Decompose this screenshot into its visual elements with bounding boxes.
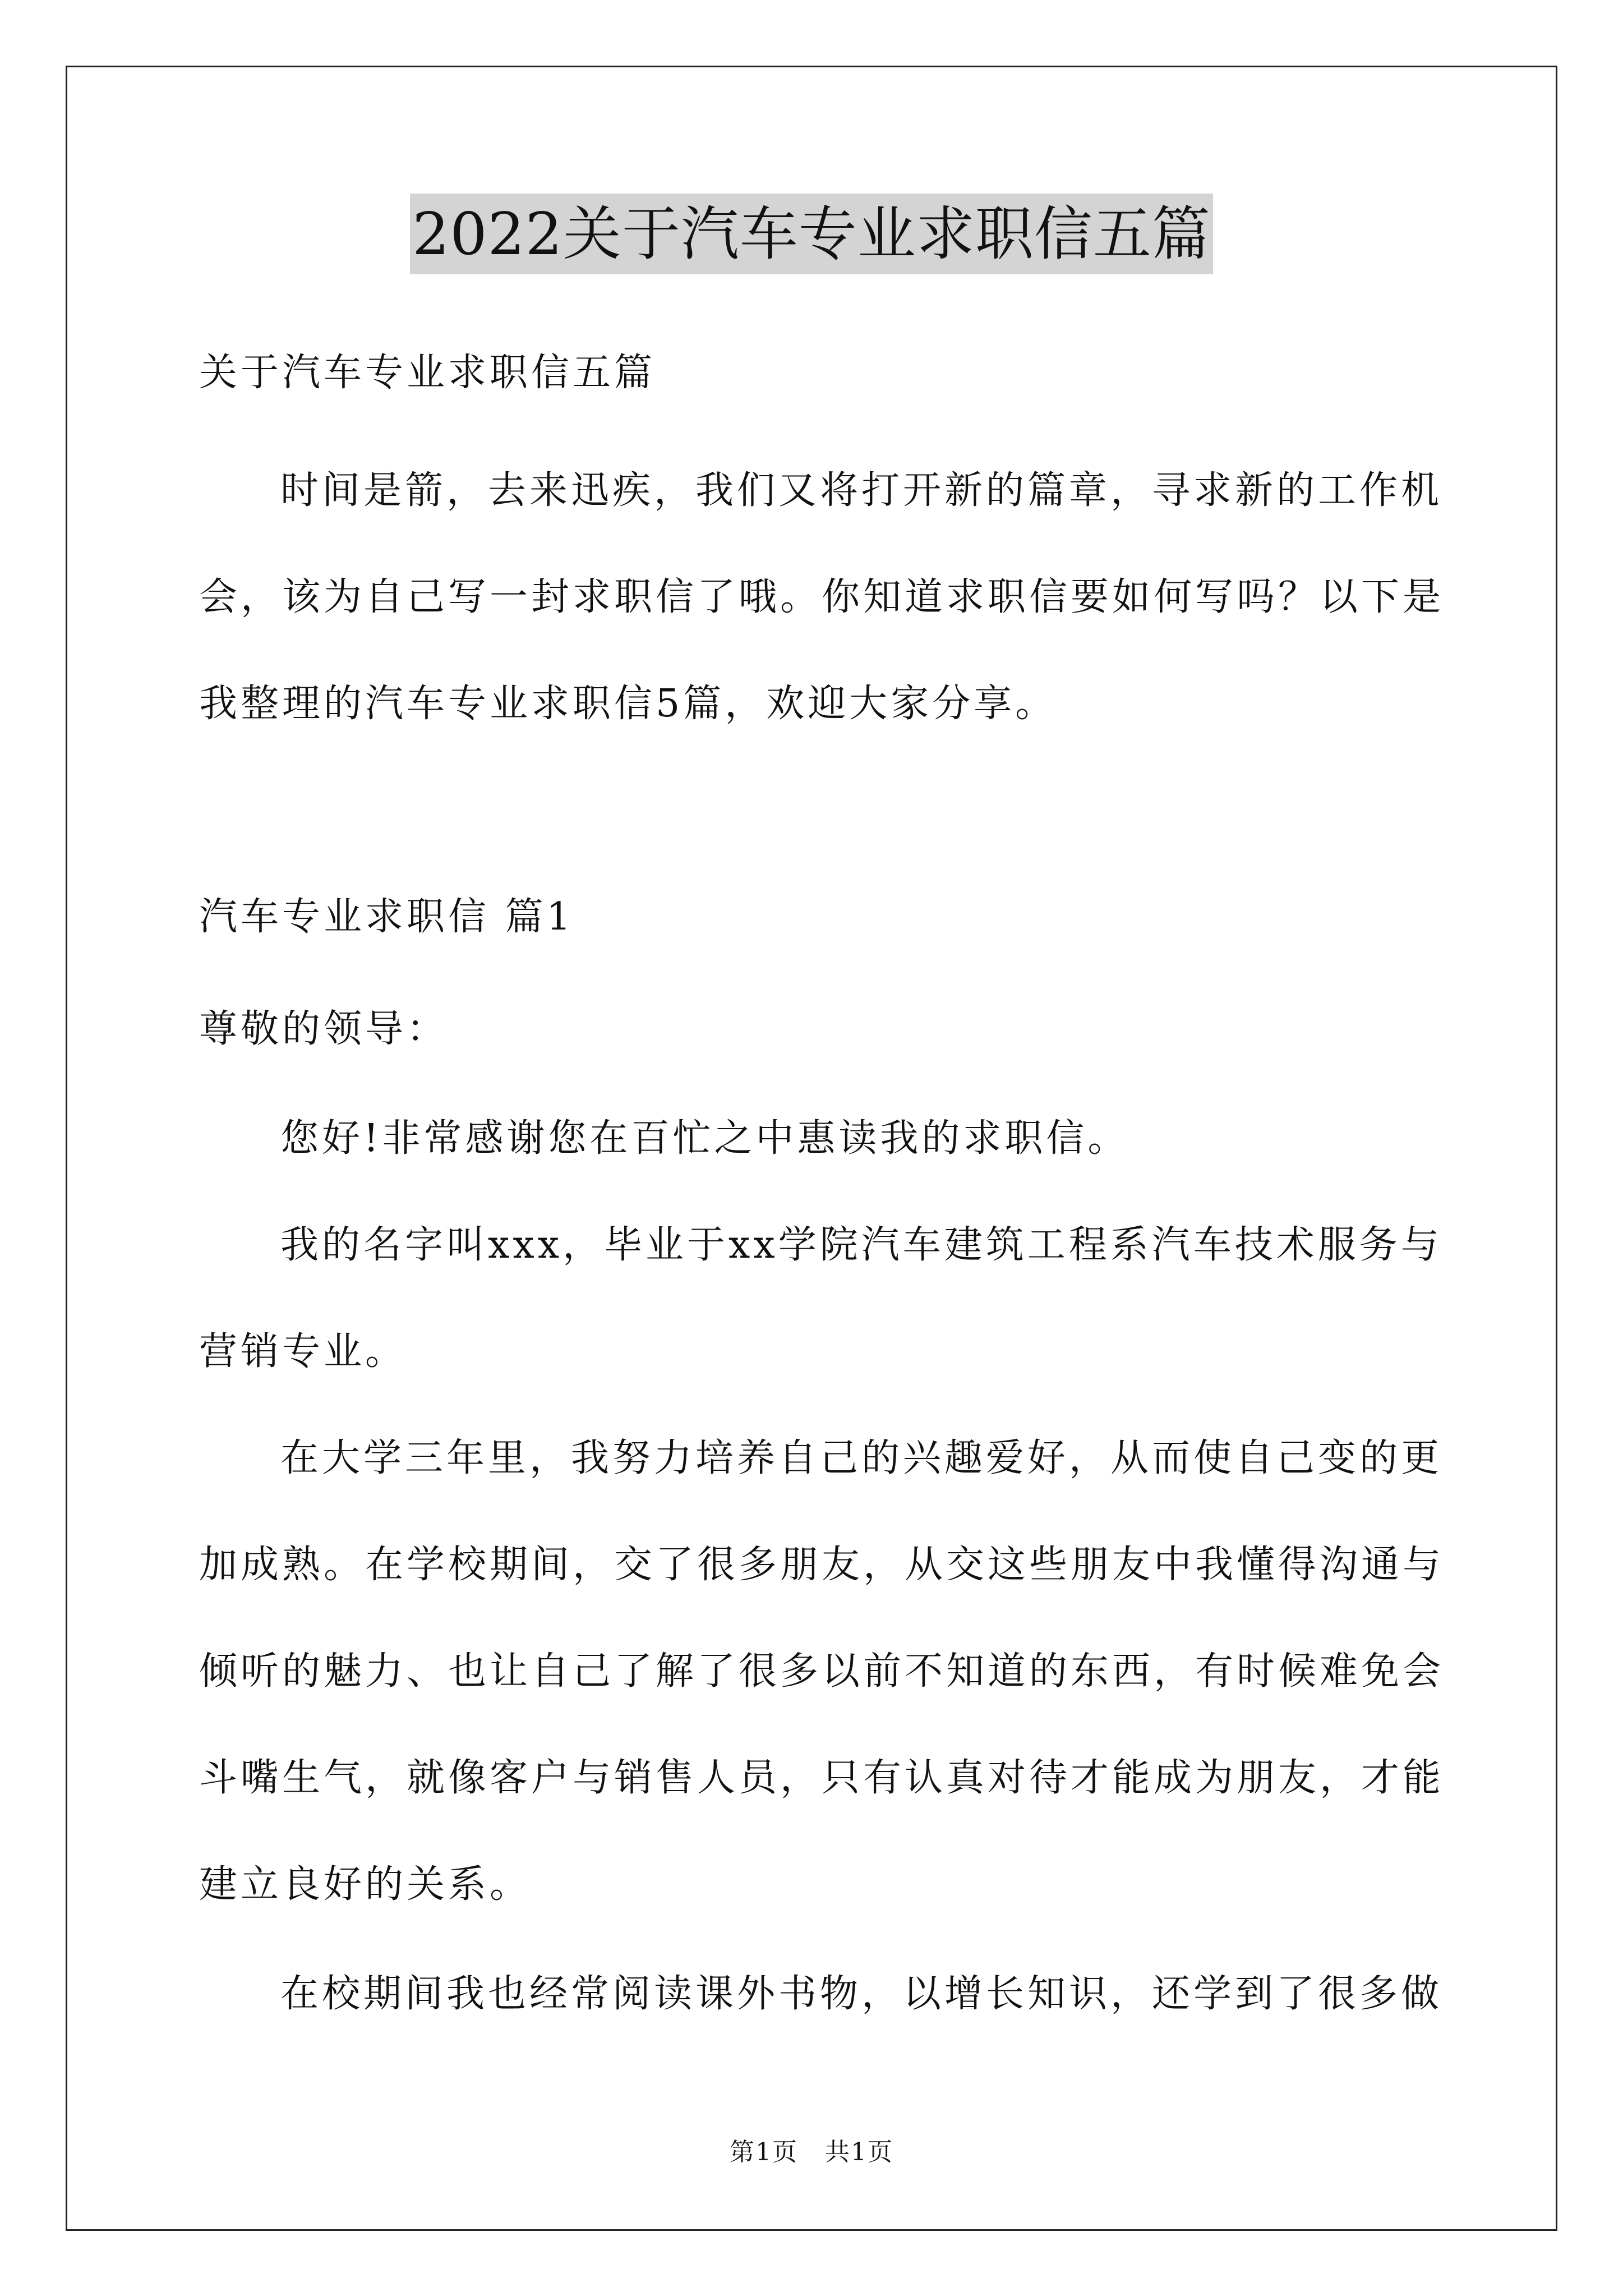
- body-line: 营销专业。: [199, 1329, 407, 1374]
- body-line: 斗嘴生气，就像客户与销售人员，只有认真对待才能成为朋友，才能: [199, 1756, 1445, 1800]
- body-line: 建立良好的关系。: [199, 1862, 532, 1907]
- body-line: 在校期间我也经常阅读课外书物，以增长知识，还学到了很多做: [280, 1972, 1443, 2016]
- page-footer: 第1页 共1页: [730, 2138, 893, 2166]
- body-line: 在大学三年里，我努力培养自己的兴趣爱好，从而使自己变的更: [280, 1436, 1443, 1480]
- intro-line: 我整理的汽车专业求职信5篇，欢迎大家分享。: [199, 682, 1057, 726]
- intro-line: 会，该为自己写一封求职信了哦。你知道求职信要如何写吗？以下是: [199, 575, 1445, 619]
- section-heading: 汽车专业求职信 篇1: [199, 895, 574, 939]
- intro-line: 时间是箭，去来迅疾，我们又将打开新的篇章，寻求新的工作机: [280, 468, 1443, 513]
- title-container: [0, 194, 1623, 274]
- body-line: 您好!非常感谢您在百忙之中惠读我的求职信。: [280, 1116, 1129, 1161]
- document-title: 2022关于汽车专业求职信五篇: [410, 194, 1213, 274]
- document-subtitle: 关于汽车专业求职信五篇: [199, 351, 656, 395]
- body-line: 倾听的魅力、也让自己了解了很多以前不知道的东西，有时候难免会: [199, 1649, 1445, 1694]
- salutation: 尊敬的领导：: [199, 1007, 449, 1051]
- body-line: 加成熟。在学校期间，交了很多朋友，从交这些朋友中我懂得沟通与: [199, 1543, 1445, 1587]
- body-line: 我的名字叫xxx，毕业于xx学院汽车建筑工程系汽车技术服务与: [280, 1223, 1442, 1267]
